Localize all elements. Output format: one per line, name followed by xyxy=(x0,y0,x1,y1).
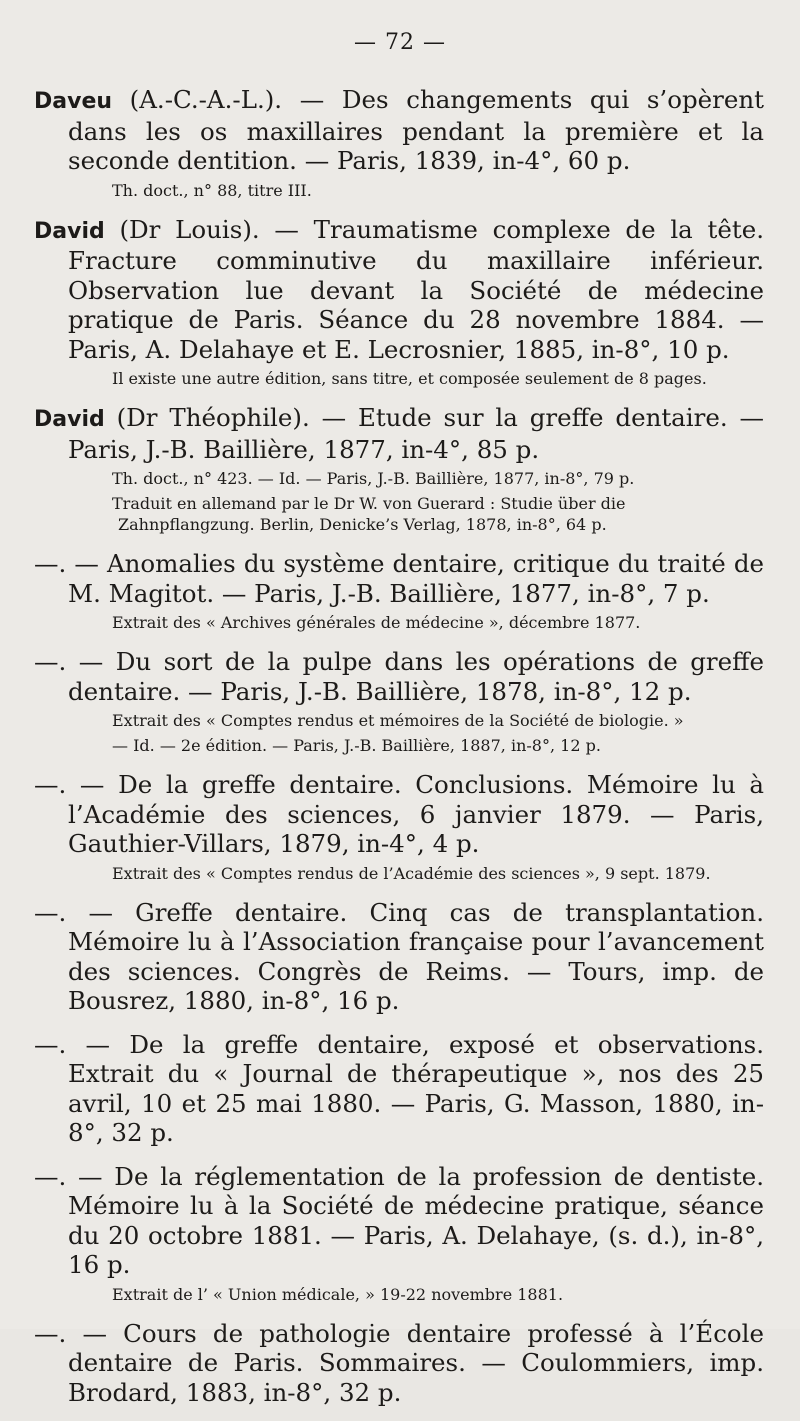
entry-text xyxy=(34,85,764,176)
bibliography-list xyxy=(34,85,764,1421)
entry-note: Il existe une autre édition, sans titre, et composée seulement de 8 pages. xyxy=(112,369,707,388)
entry-note: Extrait des « Archives générales de médecine », décembre 1877. xyxy=(112,613,641,632)
entry-text xyxy=(34,898,764,1016)
entry-body: —. — Anomalies du système dentaire, critique du traité de M. Magitot. — Paris, J.-B. Baillière, 1877, in-8°, 7 p. xyxy=(34,549,764,608)
bibliography-entry xyxy=(34,549,764,633)
entry-body: —. — Cours de pathologie dentaire professé à l’École dentaire de Paris. Sommaires. — Coulommiers, imp. Brodard, 1883, in-8°, 32 p. xyxy=(34,1318,764,1407)
entry-body: —. — De la greffe dentaire. Conclusions. Mémoire lu à l’Académie des sciences, 6 janvier 1879. — Paris, Gauthier-Villars, 1879, in-4°, 4 p. xyxy=(34,770,764,858)
entry-text xyxy=(34,1030,764,1148)
entry-note: Extrait de l’ « Union médicale, » 19-22 novembre 1881. xyxy=(112,1284,564,1304)
bibliography-entry xyxy=(34,403,764,535)
bibliography-entry xyxy=(34,215,764,390)
entry-body: (A.-C.-A.-L.). — Des changements qui s’opèrent dans les os maxillaires pendant la première et la seconde dentition. — Paris, 1839, in-4°, 60 p. xyxy=(68,85,764,175)
entry-note: Th. doct., n° 423. — Id. — Paris, J.-B. Baillière, 1877, in-8°, 79 p. xyxy=(112,469,635,488)
entry-author: Daveu xyxy=(34,89,113,114)
bibliography-entry xyxy=(34,1162,764,1305)
bibliography-entry xyxy=(34,1030,764,1148)
page-number: — 72 — xyxy=(354,30,446,55)
entry-body: —. — Greffe dentaire. Cinq cas de transplantation. Mémoire lu à l’Association française pour l’avancement des sciences. Congrès de Reims. — Tours, imp. de Bousrez, 1880, in-8°, 16 p. xyxy=(34,897,764,1015)
entry-text xyxy=(34,215,764,365)
entry-author: David xyxy=(34,218,105,244)
entry-body: —. — Du sort de la pulpe dans les opérations de greffe dentaire. — Paris, J.-B. Baillière, 1878, in-8°, 12 p. xyxy=(34,647,764,706)
entry-note: — Id. — 2e édition. — Paris, J.-B. Baillière, 1887, in-8°, 12 p. xyxy=(112,736,601,755)
entry-note: Extrait des « Comptes rendus et mémoires de la Société de biologie. » xyxy=(112,711,684,730)
entry-body: (Dr Louis). — Traumatisme complexe de la tête. Fracture comminutive du maxillaire inférieur. Observation lue devant la Société de médecine pratique de Paris. Séance du 28 novembre 1884. — Paris, A. Delahaye et E. Lecrosnier, 1885, in-8°, 10 p. xyxy=(68,214,764,364)
entry-text xyxy=(34,1319,764,1408)
entry-text xyxy=(34,403,764,464)
entry-text xyxy=(34,549,764,608)
entry-body: (Dr Théophile). — Etude sur la greffe dentaire. — Paris, J.-B. Baillière, 1877, in-4°, 85 p. xyxy=(68,403,764,464)
entry-note: Traduit en allemand par le Dr W. von Guerard : Studie über die Zahnpflangzung. Berlin, Denicke’s Verlag, 1878, in-8°, 64 p. xyxy=(112,494,626,534)
entry-body: —. — De la réglementation de la profession de dentiste. Mémoire lu à la Société de médecine pratique, séance du 20 octobre 1881. — Paris, A. Delahaye, (s. d.), in-8°, 16 p. xyxy=(34,1161,764,1279)
entry-text xyxy=(34,1162,764,1280)
bibliography-entry xyxy=(34,770,764,884)
entry-text xyxy=(34,770,764,859)
entry-text xyxy=(34,647,764,706)
bibliography-entry xyxy=(34,647,764,756)
entry-note: Th. doct., n° 88, titre III. xyxy=(112,180,312,200)
entry-body: —. — De la greffe dentaire, exposé et observations. Extrait du « Journal de thérapeutique », nos des 25 avril, 10 et 25 mai 1880. — Paris, G. Masson, 1880, in-8°, 32 p. xyxy=(34,1029,764,1147)
entry-note: Extrait des « Comptes rendus de l’Académie des sciences », 9 sept. 1879. xyxy=(112,863,711,883)
entry-author: David xyxy=(34,407,105,432)
bibliography-entry xyxy=(34,85,764,201)
bibliography-entry xyxy=(34,898,764,1016)
bibliography-entry xyxy=(34,1319,764,1408)
